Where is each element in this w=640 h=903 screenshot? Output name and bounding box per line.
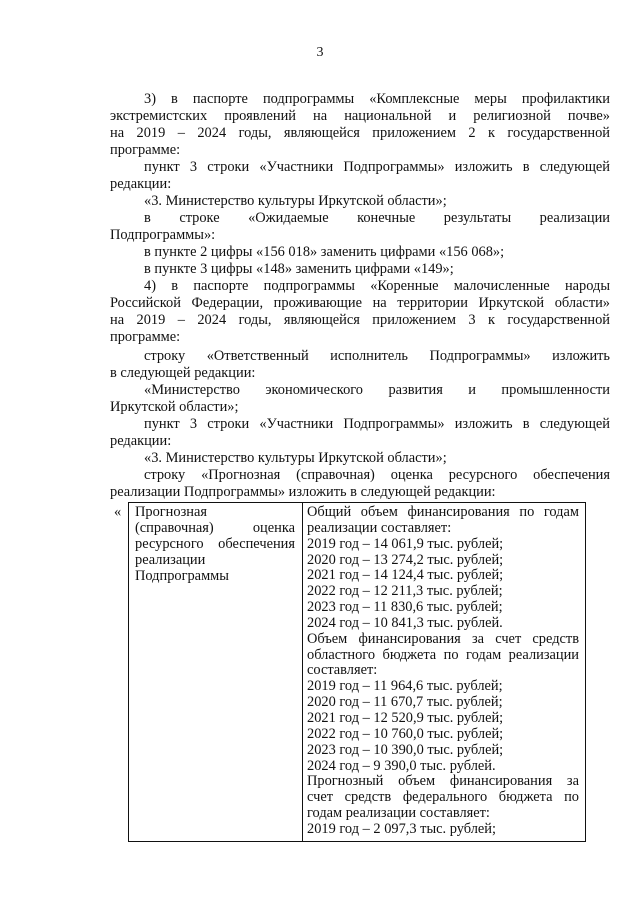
text-line: «Министерство экономического развития и промышленности [144, 382, 610, 398]
text-line: Подпрограммы»: [110, 227, 216, 243]
left-cell-line: Подпрограммы [135, 567, 229, 584]
table-left-cell [135, 505, 295, 585]
page-number: 3 [316, 45, 324, 60]
text-line: Иркутской области»; [110, 399, 239, 415]
right-cell-line: 2024 год – 10 841,3 тыс. рублей. [307, 614, 503, 631]
right-cell-line: 2022 год – 10 760,0 тыс. рублей; [307, 725, 504, 742]
text-line: в строке «Ожидаемые конечные результаты реализации [144, 210, 610, 226]
right-cell-line: областного бюджета по годам реализации [307, 646, 579, 663]
table-right-cell [307, 505, 579, 838]
text-line: 3) в паспорте подпрограммы «Комплексные меры профилактики [144, 91, 610, 107]
column-divider [302, 503, 303, 841]
left-cell-line: Прогнозная [135, 504, 207, 520]
text-line: на 2019 – 2024 годы, являющейся приложением 2 к государственной [110, 125, 610, 141]
text-line: пункт 3 строки «Участники Подпрограммы» изложить в следующей [144, 159, 610, 175]
text-line: 4) в паспорте подпрограммы «Коренные малочисленные народы [144, 278, 610, 294]
text-line: в пункте 3 цифры «148» заменить цифрами «149»; [144, 261, 454, 277]
right-cell-line: счет средств федерального бюджета по [307, 789, 579, 806]
text-line: экстремистских проявлений на национальной и религиозной почве» [110, 108, 610, 124]
right-cell-line: 2019 год – 11 964,6 тыс. рублей; [307, 678, 503, 695]
text-line: «3. Министерство культуры Иркутской области»; [144, 193, 447, 209]
opening-quote-mark: « [114, 504, 122, 520]
right-cell-line: 2023 год – 11 830,6 тыс. рублей; [307, 599, 503, 616]
right-cell-line: 2021 год – 14 124,4 тыс. рублей; [307, 567, 504, 584]
text-line: программе: [110, 329, 181, 345]
right-cell-line: 2022 год – 12 211,3 тыс. рублей; [307, 583, 503, 600]
right-cell-line: Объем финансирования за счет средств [307, 630, 579, 647]
right-cell-line: 2023 год – 10 390,0 тыс. рублей; [307, 741, 504, 758]
right-cell-line: Общий объем финансирования по годам [307, 504, 579, 520]
text-line: программе: [110, 142, 181, 158]
right-cell-line: реализации составляет: [307, 519, 452, 536]
text-line: в пункте 2 цифры «156 018» заменить цифрами «156 068»; [144, 244, 505, 260]
right-cell-line: 2020 год – 11 670,7 тыс. рублей; [307, 694, 503, 711]
right-cell-line: 2024 год – 9 390,0 тыс. рублей. [307, 757, 496, 774]
text-line: редакции: [110, 176, 172, 192]
text-line: пункт 3 строки «Участники Подпрограммы» изложить в следующей [144, 416, 610, 432]
right-cell-line: составляет: [307, 662, 378, 679]
text-line: строку «Прогнозная (справочная) оценка ресурсного обеспечения [144, 467, 610, 483]
left-cell-line: (справочная) оценка [135, 519, 295, 536]
text-line: «3. Министерство культуры Иркутской области»; [144, 450, 447, 466]
text-line: в следующей редакции: [110, 365, 256, 381]
text-line: Российской Федерации, проживающие на территории Иркутской области» [110, 295, 610, 311]
text-line: строку «Ответственный исполнитель Подпрограммы» изложить [144, 348, 610, 364]
text-line: редакции: [110, 433, 172, 449]
right-cell-line: 2019 год – 14 061,9 тыс. рублей; [307, 535, 504, 552]
right-cell-line: 2019 год – 2 097,3 тыс. рублей; [307, 820, 496, 837]
resource-table [128, 502, 586, 842]
left-cell-line: реализации [135, 551, 206, 568]
left-cell-line: ресурсного обеспечения [135, 535, 295, 552]
right-cell-line: 2021 год – 12 520,9 тыс. рублей; [307, 709, 504, 726]
text-line: на 2019 – 2024 годы, являющейся приложением 3 к государственной [110, 312, 610, 328]
right-cell-line: 2020 год – 13 274,2 тыс. рублей; [307, 551, 504, 568]
text-line: реализации Подпрограммы» изложить в следующей редакции: [110, 484, 496, 500]
right-cell-line: Прогнозный объем финансирования за [307, 773, 579, 790]
right-cell-line: годам реализации составляет: [307, 805, 490, 822]
